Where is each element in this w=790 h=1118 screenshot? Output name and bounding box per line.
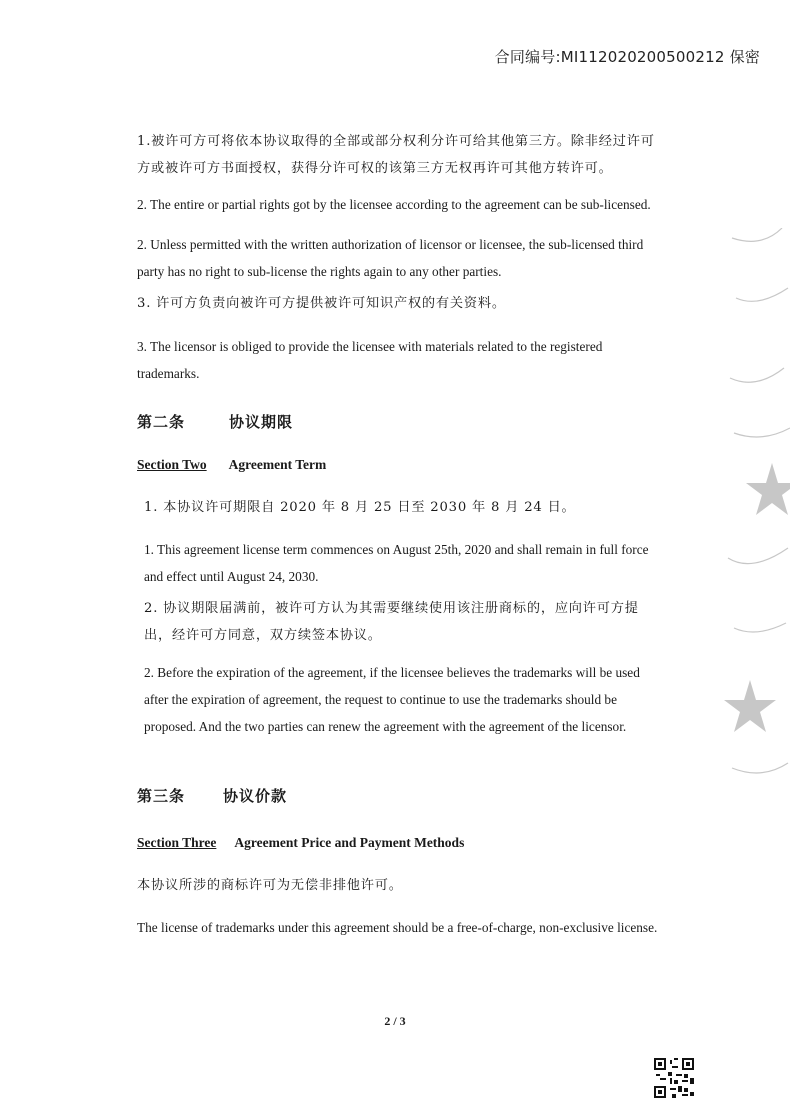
seal-stamp-icon [722,228,790,798]
seal-star-upper-icon [746,463,790,515]
section-three-title-en: Agreement Price and Payment Methods [234,835,465,850]
price-paragraph-en: The license of trademarks under this agreement should be a free-of-charge, non-exclusive license. [137,920,658,935]
paragraph-3-zh: 3. 许可方负责向被许可方提供被许可知识产权的有关资料。 [137,296,506,311]
section-two-title-zh: 协议期限 [229,413,294,431]
section-two-title-en: Agreement Term [228,457,327,472]
paragraph-2-en: 2. The entire or partial rights got by the licensee according to the agreement can be sub-licensed. [137,197,651,212]
term-paragraph-2-zh: 2. 协议期限届满前，被许可方认为其需要继续使用该注册商标的，应向许可方提出，经许可方同意，双方续签本协议。 [144,601,639,643]
page-number: 2 / 3 [384,1014,406,1028]
paragraph-1-zh: 1.被许可方可将依本协议取得的全部或部分权利分许可给其他第三方。除非经过许可方或被许可方书面授权，获得分许可权的该第三方无权再许可其他方转许可。 [137,134,655,176]
qr-code-icon [654,1058,694,1098]
contract-number: 合同编号:MI112020200500212 保密 [494,48,760,66]
term-paragraph-1-en: 1. This agreement license term commences on August 25th, 2020 and shall remain in full force and effect until August 24, 2030. [144,542,649,584]
section-three-number-zh: 第三条 [137,787,186,805]
term-paragraph-2-en: 2. Before the expiration of the agreement, if the licensee believes the trademarks will be used after the expiration of agreement, the request to continue to use the trademarks should be proposed. And the two parties can renew the agreement with the agreement of the licensor. [144,665,640,734]
term-paragraph-1-zh: 1. 本协议许可期限自 2020 年 8 月 25 日至 2030 年 8 月 24 日。 [144,500,576,515]
section-two-number-zh: 第二条 [137,413,186,431]
section-three-heading-en [137,835,659,851]
section-two-heading-zh [137,411,659,432]
section-two-heading-en [137,457,659,473]
section-three-heading-zh [137,785,659,806]
paragraph-2b-en: 2. Unless permitted with the written authorization of licensor or licensee, the sub-licensed third party has no right to sub-license the rights again to any other parties. [137,237,644,279]
section-three-title-zh: 协议价款 [223,787,288,805]
seal-star-lower-icon [724,680,776,732]
paragraph-3-en: 3. The licensor is obliged to provide the licensee with materials related to the registered trademarks. [137,339,603,381]
price-paragraph-zh: 本协议所涉的商标许可为无偿非排他许可。 [137,878,403,893]
section-two-number-en: Section Two [137,457,207,472]
section-three-number-en: Section Three [137,835,217,850]
